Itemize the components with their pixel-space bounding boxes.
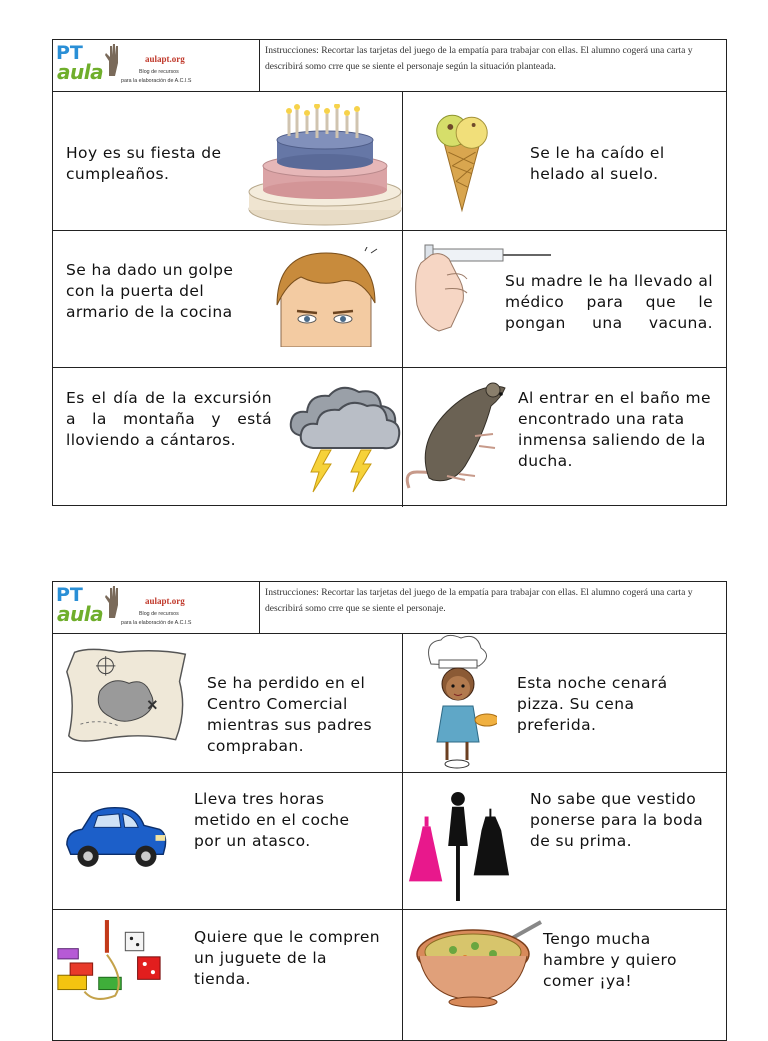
card-row xyxy=(53,910,726,1041)
ice-cream-icon xyxy=(427,104,495,214)
instructions-text: Instrucciones: Recortar las tarjetas del juego de la empatía para trabajar con ellas. El alumno cogerá una carta y describirá somo crre que se siente el personaje. xyxy=(265,587,693,615)
card-pizza xyxy=(403,634,726,772)
storm-cloud-icon xyxy=(283,376,403,496)
card-text: Es el día de la excursión a la montaña y está lloviendo a cántaros. xyxy=(66,389,272,449)
card-wedding-dress xyxy=(403,773,726,909)
card-toy xyxy=(53,910,403,1041)
card-birthday xyxy=(53,92,403,230)
logo-aula-text: aula xyxy=(57,60,104,84)
card-text: Su madre le ha llevado al médico para que le pongan una vacuna. xyxy=(505,272,713,332)
aulapt-logo xyxy=(53,40,260,91)
soup-bowl-icon xyxy=(413,920,543,1010)
card-ice-cream xyxy=(403,92,726,230)
card-text: Al entrar en el baño me encontrado una rata inmensa saliendo de la ducha. xyxy=(518,389,711,470)
empathy-card-sheet-1 xyxy=(52,39,727,506)
toys-icon xyxy=(53,918,167,1010)
card-text: Se le ha caído el helado al suelo. xyxy=(530,144,665,183)
logo-aula-text: aula xyxy=(57,602,104,626)
card-rat xyxy=(403,368,726,507)
hurt-boy-face-icon xyxy=(271,247,381,347)
empathy-card-sheet-2 xyxy=(52,581,727,1041)
chef-girl-icon xyxy=(417,634,497,772)
rat-icon xyxy=(403,376,513,501)
card-traffic-jam xyxy=(53,773,403,909)
card-text: Se ha perdido en el Centro Comercial mientras sus padres compraban. xyxy=(207,674,373,755)
sheet-header xyxy=(53,582,726,634)
logo-site-url: aulapt.org xyxy=(145,596,185,606)
logo-tagline: para la elaboración de A.C.I.S xyxy=(121,78,192,84)
card-bump-head xyxy=(53,231,403,367)
card-lost-mall xyxy=(53,634,403,772)
card-rainy-trip xyxy=(53,368,403,507)
card-text: Lleva tres horas metido en el coche por un atasco. xyxy=(194,790,350,850)
card-row xyxy=(53,773,726,910)
blue-car-icon xyxy=(63,801,169,871)
card-hungry xyxy=(403,910,726,1041)
treasure-map-icon xyxy=(61,642,197,750)
sign-hand-icon xyxy=(101,43,121,77)
aulapt-logo xyxy=(53,582,260,633)
card-row xyxy=(53,231,726,368)
instructions-text: Instrucciones: Recortar las tarjetas del juego de la empatía para trabajar con ellas. El alumno cogerá una carta y describirá somo crre que se siente el personaje según la situación planteada. xyxy=(265,45,693,73)
card-text: Se ha dado un golpe con la puerta del armario de la cocina xyxy=(66,261,234,321)
logo-pt-text: PT xyxy=(56,584,83,606)
sign-hand-icon xyxy=(101,585,121,619)
card-text: Esta noche cenará pizza. Su cena preferida. xyxy=(517,674,668,734)
card-row xyxy=(53,634,726,773)
card-vaccine xyxy=(403,231,726,367)
sheet-header xyxy=(53,40,726,92)
card-text: No sabe que vestido ponerse para la boda de su prima. xyxy=(530,790,704,850)
card-row xyxy=(53,368,726,507)
birthday-cake-icon xyxy=(245,104,405,229)
card-text: Hoy es su fiesta de cumpleaños. xyxy=(66,144,222,183)
logo-tagline: Blog de recursos xyxy=(139,69,179,75)
card-text: Tengo mucha hambre y quiero comer ¡ya! xyxy=(543,930,677,990)
logo-tagline: para la elaboración de A.C.I.S xyxy=(121,620,192,626)
card-text: Quiere que le compren un juguete de la tienda. xyxy=(194,928,380,988)
card-row xyxy=(53,92,726,231)
logo-pt-text: PT xyxy=(56,42,83,64)
logo-tagline: Blog de recursos xyxy=(139,611,179,617)
logo-site-url: aulapt.org xyxy=(145,54,185,64)
dress-mannequin-icon xyxy=(403,787,511,903)
